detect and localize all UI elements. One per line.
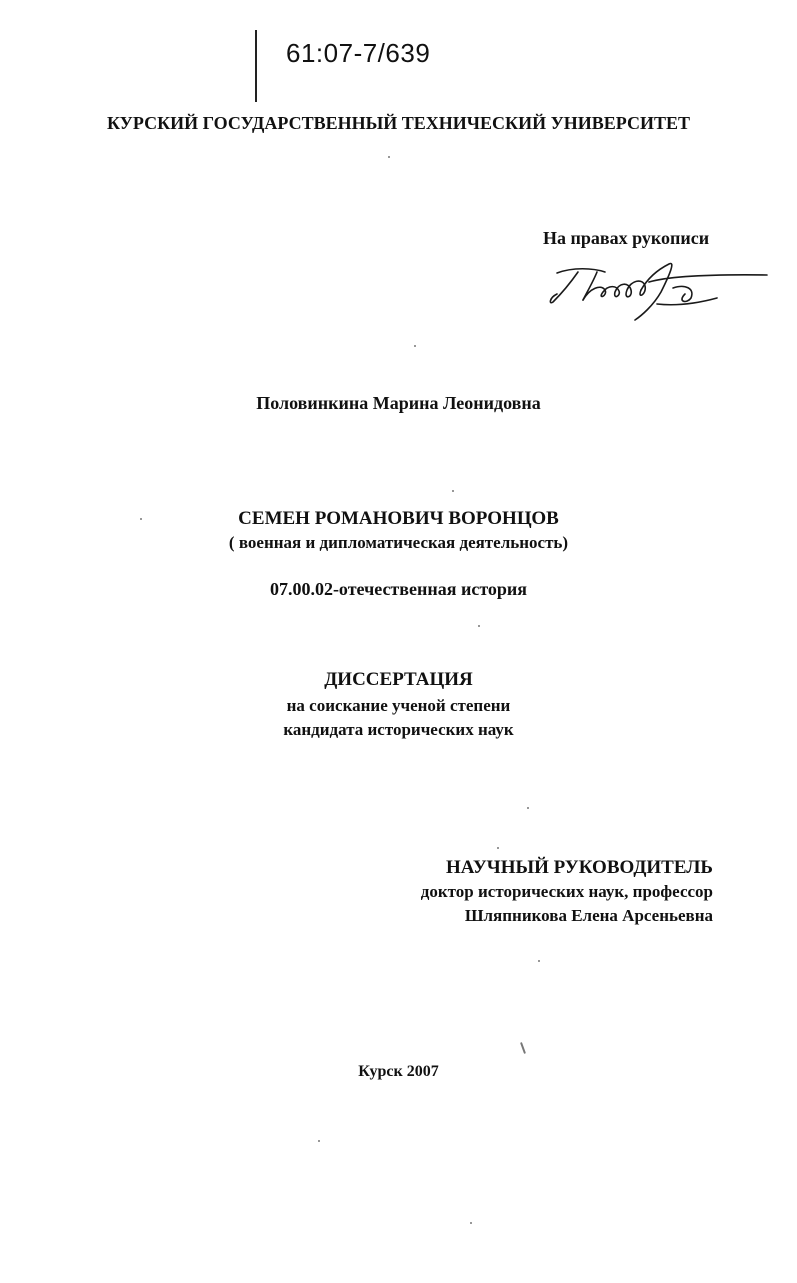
dissertation-title: СЕМЕН РОМАНОВИЧ ВОРОНЦОВ	[238, 508, 559, 529]
supervisor-name: Шляпникова Елена Арсеньевна	[464, 906, 713, 925]
signature-stroke	[550, 272, 578, 303]
scan-speck	[497, 847, 499, 849]
city-year: Курск 2007	[358, 1063, 439, 1080]
signature-stroke	[673, 286, 692, 301]
dissertation-heading: ДИССЕРТАЦИЯ	[324, 669, 473, 690]
scan-speck	[318, 1140, 320, 1142]
university-name: КУРСКИЙ ГОСУДАРСТВЕННЫЙ ТЕХНИЧЕСКИЙ УНИВЕРСИТЕТ	[106, 113, 691, 133]
author-name: Половинкина Марина Леонидовна	[256, 393, 541, 413]
scan-speck	[452, 490, 454, 492]
rights-note: На правах рукописи	[543, 228, 710, 248]
supervisor-title: доктор исторических наук, профессор	[420, 882, 713, 901]
scan-speck	[538, 960, 540, 962]
scan-speck	[527, 807, 529, 809]
degree-line-1: на соискание ученой степени	[286, 696, 511, 715]
dissertation-subtitle: ( военная и дипломатическая деятельность)	[228, 533, 569, 552]
scan-speck	[470, 1222, 472, 1224]
scan-speck	[140, 518, 142, 520]
stamp-vertical-line	[255, 30, 257, 102]
library-stamp-code: 61:07-7/639	[286, 38, 431, 68]
scan-speck	[520, 1042, 526, 1054]
supervisor-heading: НАУЧНЫЙ РУКОВОДИТЕЛЬ	[445, 857, 713, 878]
signature-stroke	[557, 269, 605, 273]
degree-line-2: кандидата исторических наук	[283, 720, 514, 739]
specialty-code: 07.00.02-отечественная история	[269, 579, 528, 599]
author-signature	[545, 258, 770, 328]
scan-speck	[388, 156, 390, 158]
scan-speck	[478, 625, 480, 627]
signature-stroke	[583, 281, 645, 300]
scan-speck	[414, 345, 416, 347]
